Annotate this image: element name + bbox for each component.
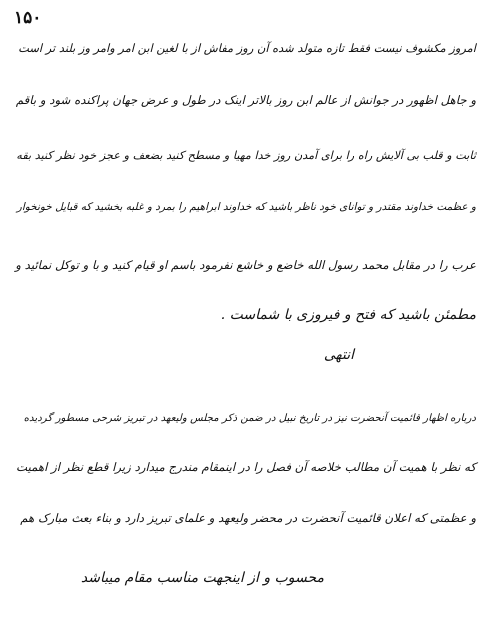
text-line: مطمئن باشید که فتح و فیروزی با شماست . xyxy=(220,307,476,323)
text-line: امروز مکشوف نیست فقط تازه متولد شده آن روز مفاش از با لغین ابن امر وامر وز بلند تر است xyxy=(18,41,476,55)
text-line: و عظمتی که اعلان قائمیت آنحضرت در محضر ولیعهد و علمای تبریز دارد و بناء بعث مبارک هم xyxy=(20,511,476,525)
text-line: عرب را در مقابل محمد رسول الله خاضع و خاشع نفرمود باسم او قیام کنید و با و توکل نمائید و xyxy=(15,258,476,272)
text-line: ثابت و قلب بی آلایش راه را برای آمدن روز خدا مهیا و مسطح کنید بضعف و عجز خود نظر کنید بقه xyxy=(16,149,476,162)
page-number: ۱۵۰ xyxy=(14,8,42,28)
text-line: که نظر با همیت آن مطالب خلاصه آن فصل را در اینمقام مندرج میدارد زیرا قطع نظر از اهمیت xyxy=(16,460,476,474)
text-line: درباره اظهار قائمیت آنحضرت نیز در تاریخ نبیل در ضمن ذکر مجلس ولیعهد در تبریز شرحی مسطور گردیده xyxy=(23,412,476,424)
closing-word: انتهی xyxy=(323,347,354,363)
text-line: محسوب و از اینجهت مناسب مقام میباشد xyxy=(80,570,324,586)
text-line: و جاهل اظهور در جوانش از عالم ابن روز بالاتر اینک در طول و عرض جهان پراکنده شود و باقم xyxy=(15,93,476,107)
text-line: و عظمت خداوند مقتدر و توانای خود ناظر باشید که خداوند ابراهیم را بمرد و غلبه بخشید که قبایل خونخوار xyxy=(16,201,476,213)
